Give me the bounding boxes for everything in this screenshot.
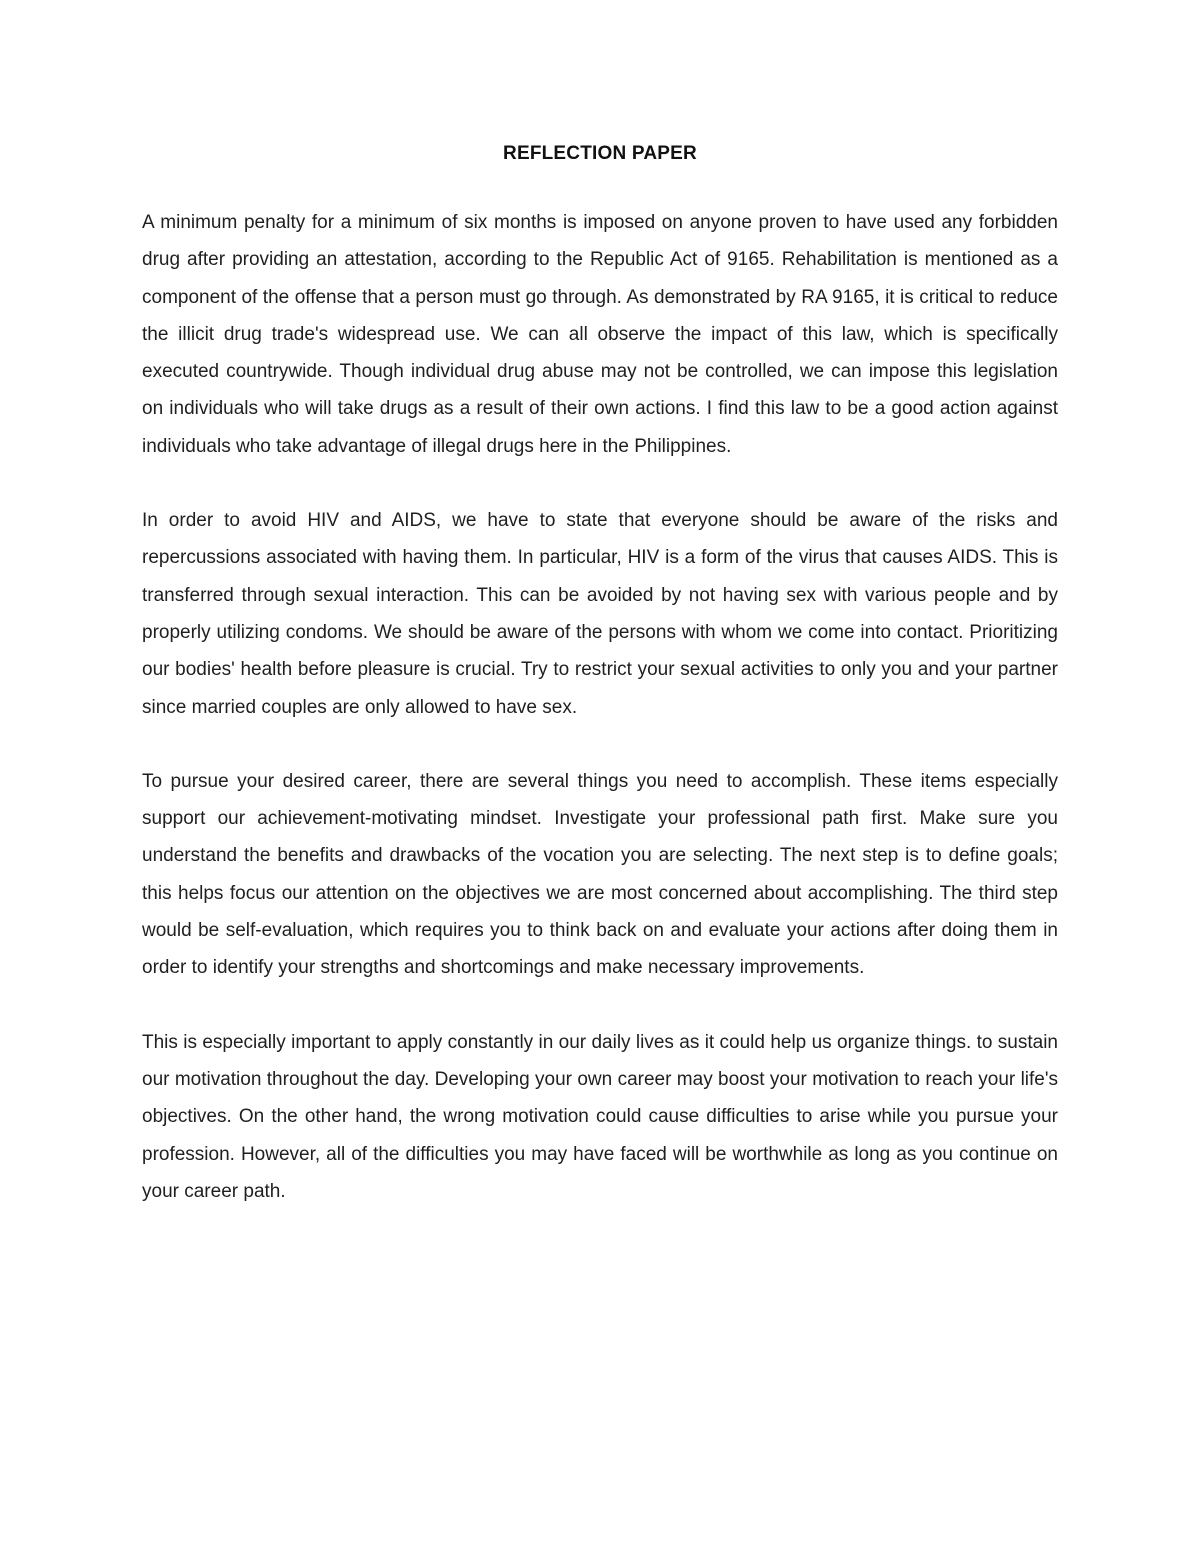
document-title: REFLECTION PAPER [503, 143, 697, 164]
paragraph-career-steps: To pursue your desired career, there are several things you need to accomplish. These items especially support our achievement-motivating mindset. Investigate your professional path first. Make sure you understand the benefits and drawbacks of the vocation you are selecting. The next step is to define goals; this helps focus our attention on the objectives we are most concerned about accomplishing. The third step would be self-evaluation, which requires you to think back on and evaluate your actions after doing them in order to identify your strengths and shortcomings and make necessary improvements. [142, 770, 1058, 979]
paragraph-drug-law: A minimum penalty for a minimum of six months is imposed on anyone proven to have used any forbidden drug after providing an attestation, according to the Republic Act of 9165. Rehabilitation is mentioned as a component of the offense that a person must go through. As demonstrated by RA 9165, it is critical to reduce the illicit drug trade's widespread use. We can all observe the impact of this law, which is specifically executed countrywide. Though individual drug abuse may not be controlled, we can impose this legislation on individuals who will take drugs as a result of their own actions. I find this law to be a good action against individuals who take advantage of illegal drugs here in the Philippines. [142, 212, 1058, 457]
document-body [142, 140, 1058, 1247]
paragraph-hiv-aids: In order to avoid HIV and AIDS, we have to state that everyone should be aware of the risks and repercussions associated with having them. In particular, HIV is a form of the virus that causes AIDS. This is transferred through sexual interaction. This can be avoided by not having sex with various people and by properly utilizing condoms. We should be aware of the persons with whom we come into contact. Prioritizing our bodies' health before pleasure is crucial. Try to restrict your sexual activities to only you and your partner since married couples are only allowed to have sex. [142, 510, 1058, 718]
paragraph-motivation: This is especially important to apply constantly in our daily lives as it could help us organize things. to sustain our motivation throughout the day. Developing your own career may boost your motivation to reach your life's objectives. On the other hand, the wrong motivation could cause difficulties to arise while you pursue your profession. However, all of the difficulties you may have faced will be worthwhile as long as you continue on your career path. [142, 1031, 1058, 1202]
